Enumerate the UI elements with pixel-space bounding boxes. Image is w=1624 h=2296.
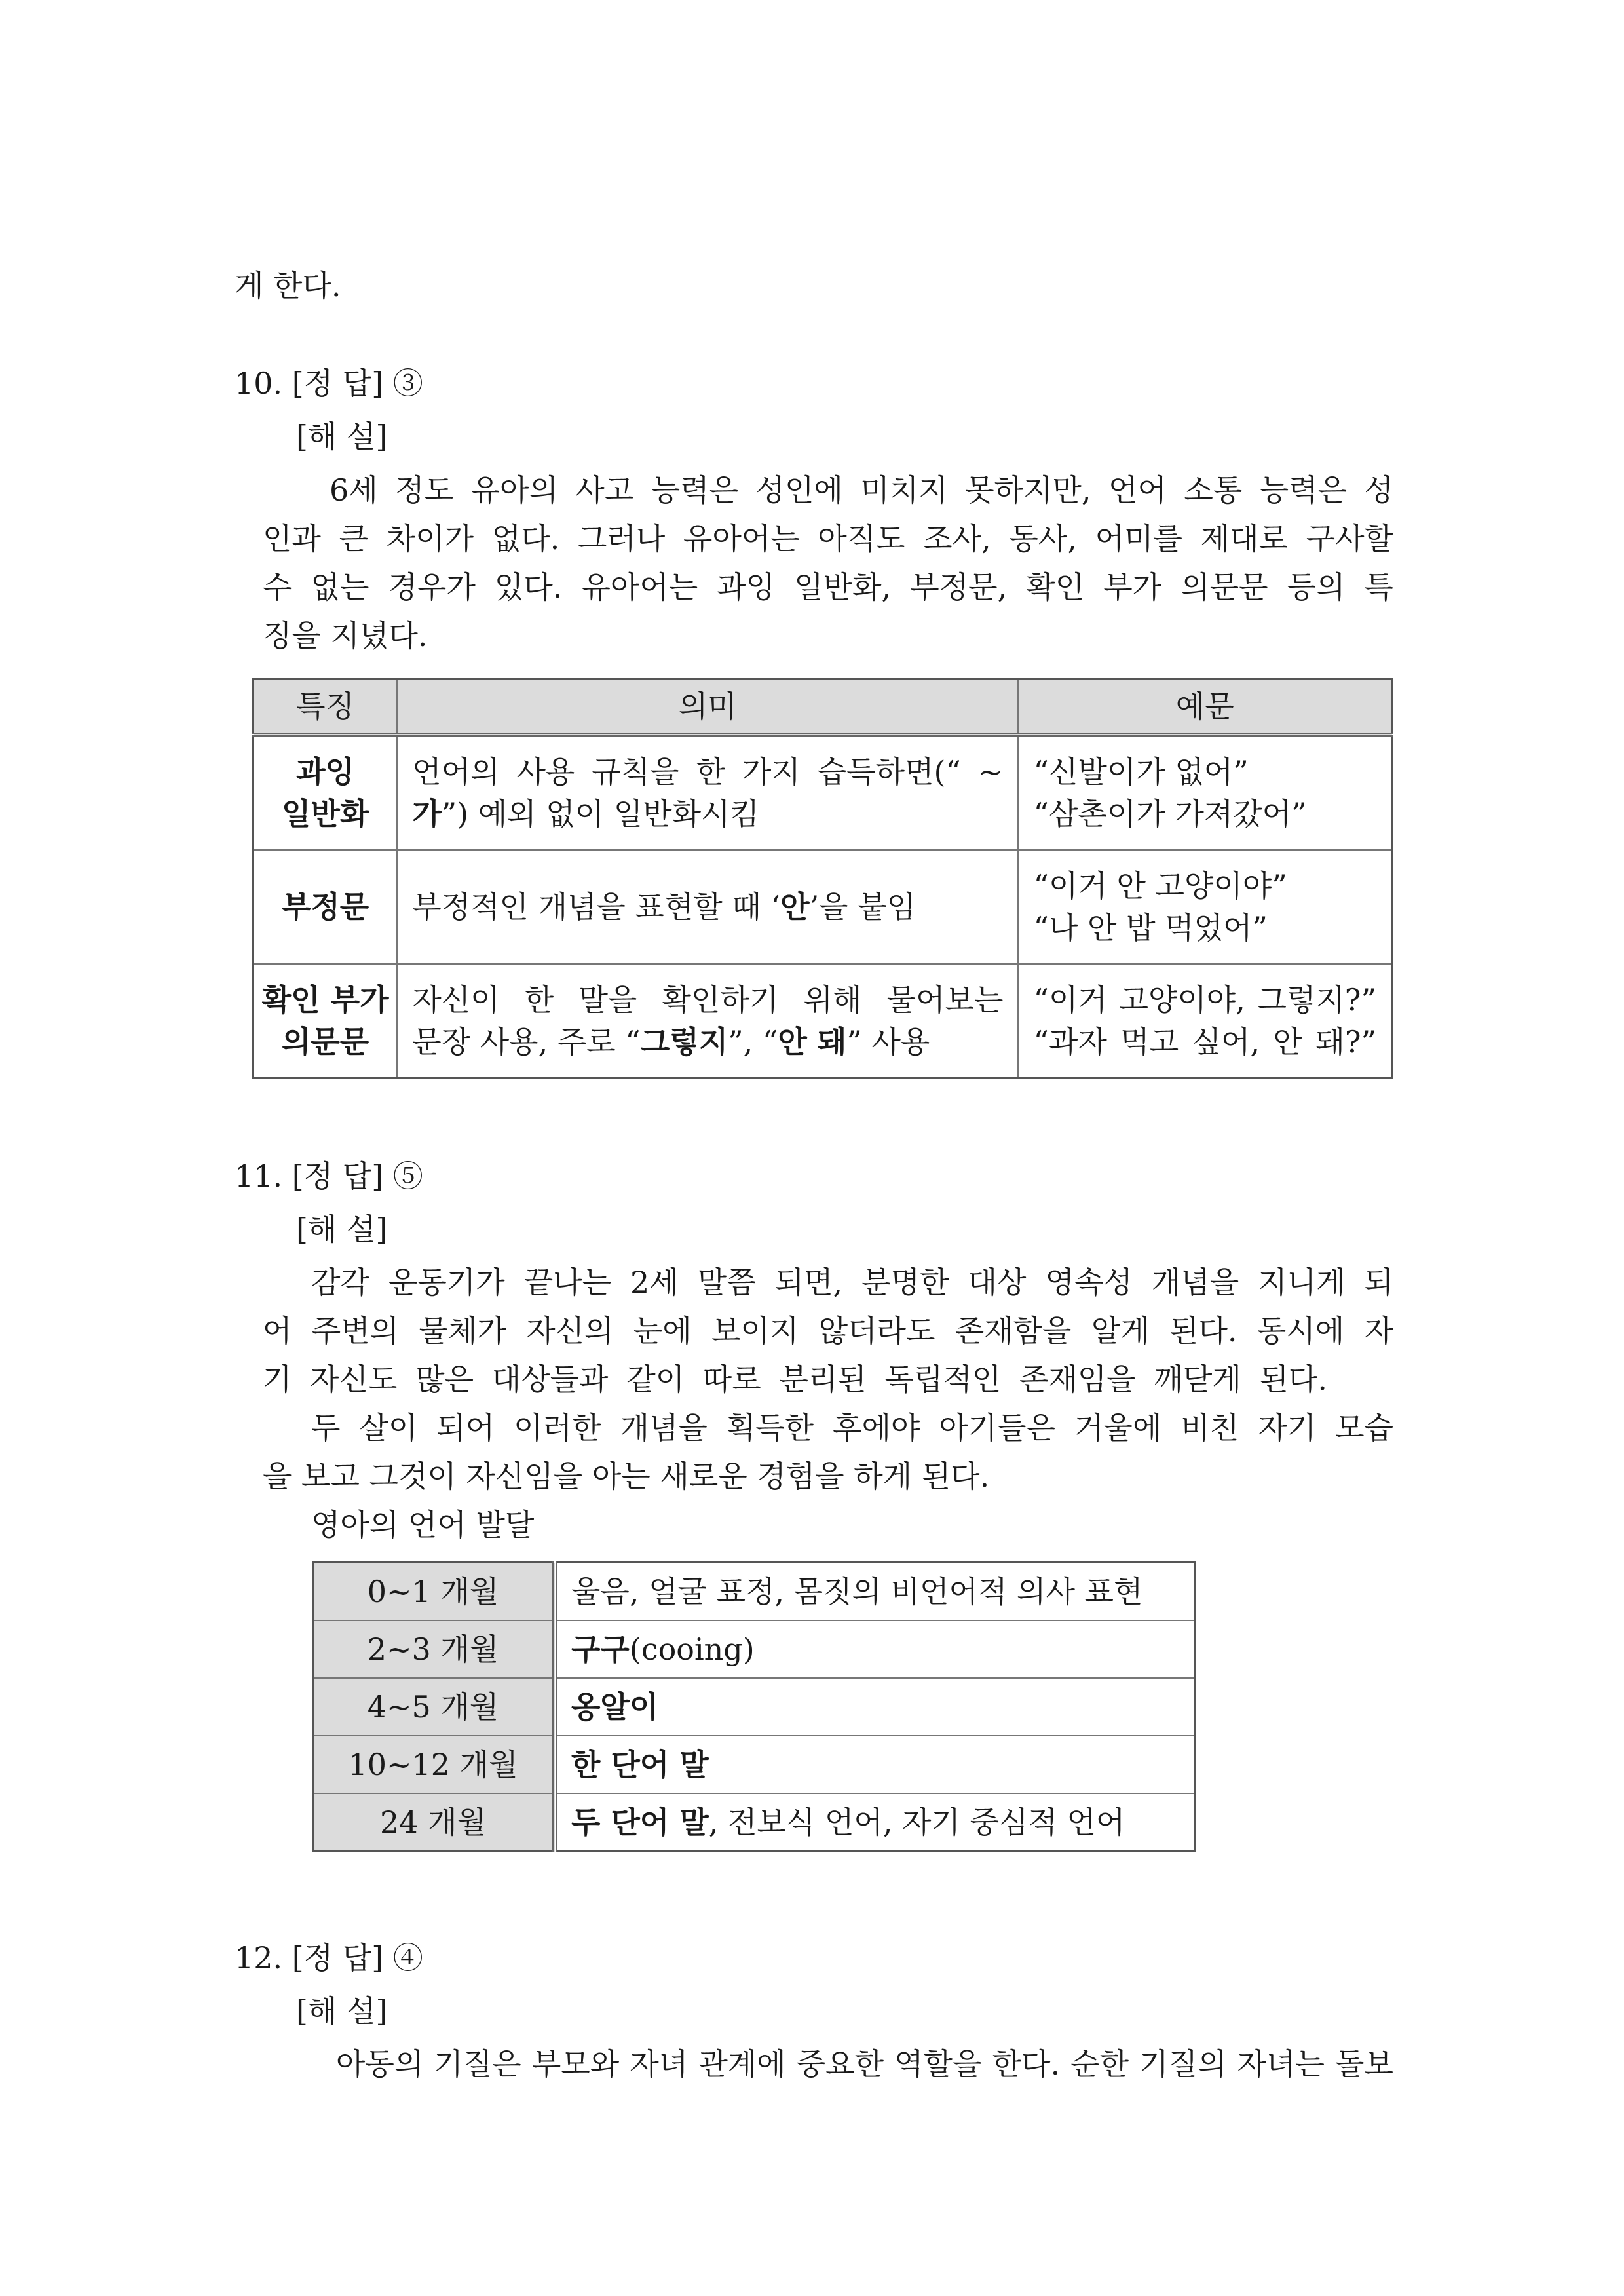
q11-subtitle: 영아의 언어 발달 — [311, 1507, 535, 1542]
meaning-cell — [397, 735, 1018, 850]
feature-label: 의문문 — [281, 1024, 369, 1060]
age-cell: 4~5 개월 — [313, 1678, 555, 1736]
q10-explanation-label: [해 설] — [296, 419, 388, 454]
meaning-cell — [397, 964, 1018, 1079]
table-row — [313, 1736, 1195, 1793]
table-row — [254, 964, 1392, 1079]
q10-paragraph-line: 징을 지녔다. — [263, 618, 428, 653]
development-cell: 울음, 얼굴 표정, 몸짓의 비언어적 의사 표현 — [555, 1563, 1195, 1621]
meaning-text: 문장 사용, 주로 “그렇지”, “안 돼” 사용 — [412, 1024, 930, 1060]
header-feature: 특징 — [254, 679, 398, 735]
development-cell: 옹알이 — [555, 1678, 1195, 1736]
table-row — [313, 1793, 1195, 1852]
feature-label: 일반화 — [281, 796, 369, 832]
meaning-text: 부정적인 개념을 표현할 때 ‘안’을 붙임 — [412, 889, 916, 925]
table-row — [254, 735, 1392, 850]
header-meaning: 의미 — [397, 679, 1018, 735]
development-cell: 한 단어 말 — [555, 1736, 1195, 1793]
table-row — [313, 1620, 1195, 1678]
meaning-text: 자신이 한 말을 확인하기 위해 물어보는 — [412, 982, 1004, 1018]
meaning-text: 가”) 예외 없이 일반화시킴 — [412, 796, 759, 832]
q11-explanation-label: [해 설] — [296, 1212, 388, 1247]
feature-label: 확인 부가 — [261, 982, 389, 1018]
q11-paragraph-line: 어 주변의 물체가 자신의 눈에 보이지 않더라도 존재함을 알게 된다. 동시에 자 — [263, 1313, 1393, 1349]
q11-answer: 11. [정 답] ⑤ — [235, 1158, 423, 1194]
age-cell: 2~3 개월 — [313, 1620, 555, 1678]
q10-paragraph-line: 인과 큰 차이가 없다. 그러나 유아어는 아직도 조사, 동사, 어미를 제대로 구사할 — [263, 521, 1393, 556]
example-text: “삼촌이가 가져갔어” — [1033, 796, 1307, 832]
table-row — [313, 1678, 1195, 1736]
q10-paragraph-line: 6세 정도 유아의 사고 능력은 성인에 미치지 못하지만, 언어 소통 능력은 성 — [330, 472, 1393, 508]
feature-cell — [254, 964, 398, 1079]
table-header-row — [254, 679, 1392, 735]
feature-cell — [254, 850, 398, 964]
age-cell: 10~12 개월 — [313, 1736, 555, 1793]
development-cell: 두 단어 말, 전보식 언어, 자기 중심적 언어 — [555, 1793, 1195, 1852]
example-cell — [1018, 850, 1391, 964]
q12-answer: 12. [정 답] ④ — [235, 1940, 423, 1976]
q10-paragraph-line: 수 없는 경우가 있다. 유아어는 과잉 일반화, 부정문, 확인 부가 의문문 등의 특 — [263, 569, 1393, 605]
header-example: 예문 — [1018, 679, 1391, 735]
example-cell — [1018, 735, 1391, 850]
continuation-text: 게 한다. — [235, 268, 341, 303]
table-row — [254, 850, 1392, 964]
feature-cell — [254, 735, 398, 850]
example-text: “과자 먹고 싶어, 안 돼?” — [1033, 1024, 1376, 1060]
q11-paragraph-line: 두 살이 되어 이러한 개념을 획득한 후에야 아기들은 거울에 비친 자기 모습 — [311, 1410, 1393, 1445]
example-text: “이거 고양이야, 그렇지?” — [1033, 982, 1376, 1018]
q10-answer: 10. [정 답] ③ — [235, 366, 423, 401]
q11-paragraph-line: 을 보고 그것이 자신임을 아는 새로운 경험을 하게 된다. — [263, 1459, 990, 1494]
age-cell: 0~1 개월 — [313, 1563, 555, 1621]
meaning-cell — [397, 850, 1018, 964]
q12-explanation-label: [해 설] — [296, 1993, 388, 2029]
example-cell — [1018, 964, 1391, 1079]
q12-paragraph-line: 아동의 기질은 부모와 자녀 관계에 중요한 역할을 한다. 순한 기질의 자녀는 돌보 — [336, 2046, 1393, 2082]
q11-paragraph-line: 기 자신도 많은 대상들과 같이 따로 분리된 독립적인 존재임을 깨닫게 된다. — [263, 1362, 1327, 1397]
q11-paragraph-line: 감각 운동기가 끝나는 2세 말쯤 되면, 분명한 대상 영속성 개념을 지니게 되 — [311, 1265, 1393, 1300]
example-text: “신발이가 없어” — [1033, 754, 1249, 790]
feature-label: 과잉 — [296, 754, 355, 790]
age-cell: 24 개월 — [313, 1793, 555, 1852]
example-text: “나 안 밥 먹었어” — [1033, 910, 1268, 946]
development-cell: 구구(cooing) — [555, 1620, 1195, 1678]
infant-language-development-table — [312, 1561, 1196, 1852]
child-language-features-table — [252, 678, 1393, 1079]
meaning-text: 언어의 사용 규칙을 한 가지 습득하면(“ ~ — [412, 754, 1004, 790]
table-row — [313, 1563, 1195, 1621]
example-text: “이거 안 고양이야” — [1033, 868, 1287, 904]
feature-label: 부정문 — [281, 889, 369, 925]
